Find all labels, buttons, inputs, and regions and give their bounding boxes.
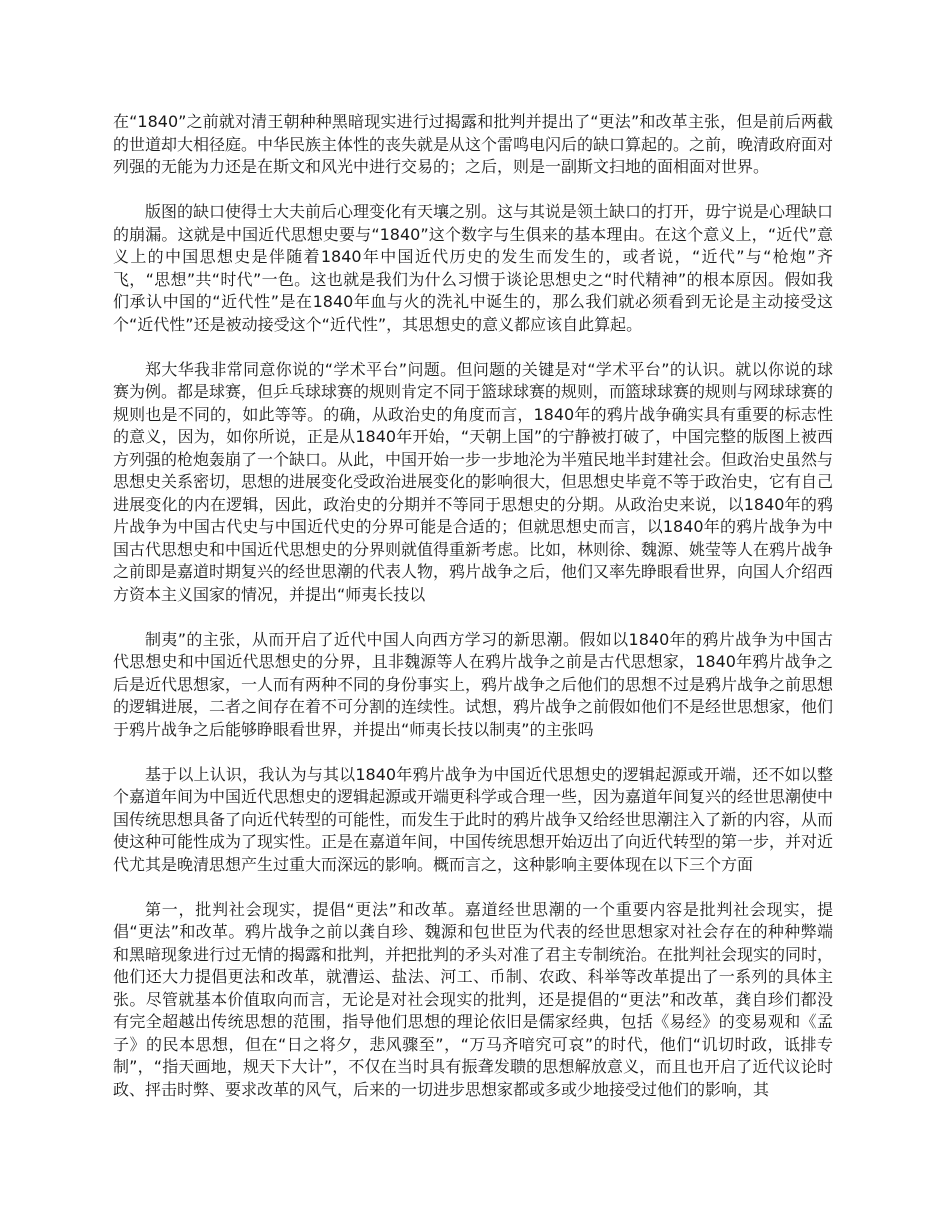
paragraph-1: 在“1840”之前就对清王朝种种黑暗现实进行过揭露和批判并提出了“更法”和改革主张，但是前后两截的世道却大相径庭。中华民族主体性的丧失就是从这个雷鸣电闪后的缺口算起的。之前，晚清政府面对列强的无能为力还是在斯文和风光中进行交易的；之后，则是一副斯文扫地的面相面对世界。 [113,112,834,176]
paragraph-4: 制夷”的主张，从而开启了近代中国人向西方学习的新思潮。假如以1840年的鸦片战争为中国古代思想史和中国近代思想史的分界，且非魏源等人在鸦片战争之前是古代思想家，1840年鸦片战争之后是近代思想家，一人而有两种不同的身份事实上，鸦片战争之后他们的思想不过是鸦片战争之前思想的逻辑进展，二者之间存在着不可分割的连续性。试想，鸦片战争之前假如他们不是经世思想家，他们于鸦片战争之后能够睁眼看世界，并提出“师夷长技以制夷”的主张吗 [113,629,834,739]
paragraph-2: 版图的缺口使得士大夫前后心理变化有天壤之别。这与其说是领土缺口的打开，毋宁说是心理缺口的崩漏。这就是中国近代思想史要与“1840”这个数字与生俱来的基本理由。在这个意义上，“近代”意义上的中国思想史是伴随着1840年中国近代历史的发生而发生的，或者说，“近代”与“枪炮”齐飞，“思想”共“时代”一色。这也就是我们为什么习惯于谈论思想史之“时代精神”的根本原因。假如我们承认中国的“近代性”是在1840年血与火的洗礼中诞生的，那么我们就必须看到无论是主动接受这个“近代性”还是被动接受这个“近代性”，其思想史的意义都应该自此算起。 [113,202,834,334]
paragraph-5: 基于以上认识，我认为与其以1840年鸦片战争为中国近代思想史的逻辑起源或开端，还不如以整个嘉道年间为中国近代思想史的逻辑起源或开端更科学或合理一些，因为嘉道年间复兴的经世思潮使中国传统思想具备了向近代转型的可能性，而发生于此时的鸦片战争又给经世思潮注入了新的内容，从而使这种可能性成为了现实性。正是在嘉道年间，中国传统思想开始迈出了向近代转型的第一步，并对近代尤其是晚清思想产生过重大而深远的影响。概而言之，这种影响主要体现在以下三个方面 [113,764,834,874]
document-body [113,111,833,1124]
paragraph-3: 郑大华我非常同意你说的“学术平台”问题。但问题的关键是对“学术平台”的认识。就以你说的球赛为例。都是球赛，但乒乓球球赛的规则肯定不同于篮球球赛的规则，而篮球球赛的规则与网球球赛的规则也是不同的，如此等等。的确，从政治史的角度而言，1840年的鸦片战争确实具有重要的标志性的意义，因为，如你所说，正是从1840年开始，“天朝上国”的宁静被打破了，中国完整的版图上被西方列强的枪炮轰崩了一个缺口。从此，中国开始一步一步地沦为半殖民地半封建社会。但政治史虽然与思想史关系密切，思想的进展变化受政治进展变化的影响很大，但思想史毕竟不等于政治史，它有自己进展变化的内在逻辑，因此，政治史的分期并不等同于思想史的分期。从政治史来说，以1840年的鸦片战争为中国古代史与中国近代史的分界可能是合适的；但就思想史而言，以1840年的鸦片战争为中国古代思想史和中国近代思想史的分界则就值得重新考虑。比如，林则徐、魏源、姚莹等人在鸦片战争之前即是嘉道时期复兴的经世思潮的代表人物，鸦片战争之后，他们又率先睁眼看世界，向国人介绍西方资本主义国家的情况，并提出“师夷长技以 [113,359,834,604]
paragraph-6: 第一，批判社会现实，提倡“更法”和改革。嘉道经世思潮的一个重要内容是批判社会现实，提倡“更法”和改革。鸦片战争之前以龚自珍、魏源和包世臣为代表的经世思想家对社会存在的种种弊端和黑暗现象进行过无情的揭露和批判，并把批判的矛头对准了君主专制统治。在批判社会现实的同时，他们还大力提倡更法和改革，就漕运、盐法、河工、币制、农政、科举等改革提出了一系列的具体主张。尽管就基本价值取向而言，无论是对社会现实的批判，还是提倡的“更法”和改革，龚自珍们都没有完全超越出传统思想的范围，指导他们思想的理论依旧是儒家经典，包括《易经》的变易观和《孟子》的民本思想，但在“日之将夕，悲风骤至”，“万马齐喑究可哀”的时代，他们“讥切时政，诋排专制”，“指天画地，规天下大计”，不仅在当时具有振聋发聩的思想解放意义，而且也开启了近代议论时政、抨击时弊、要求改革的风气，后来的一切进步思想家都或多或少地接受过他们的影响，其 [113,899,834,1099]
